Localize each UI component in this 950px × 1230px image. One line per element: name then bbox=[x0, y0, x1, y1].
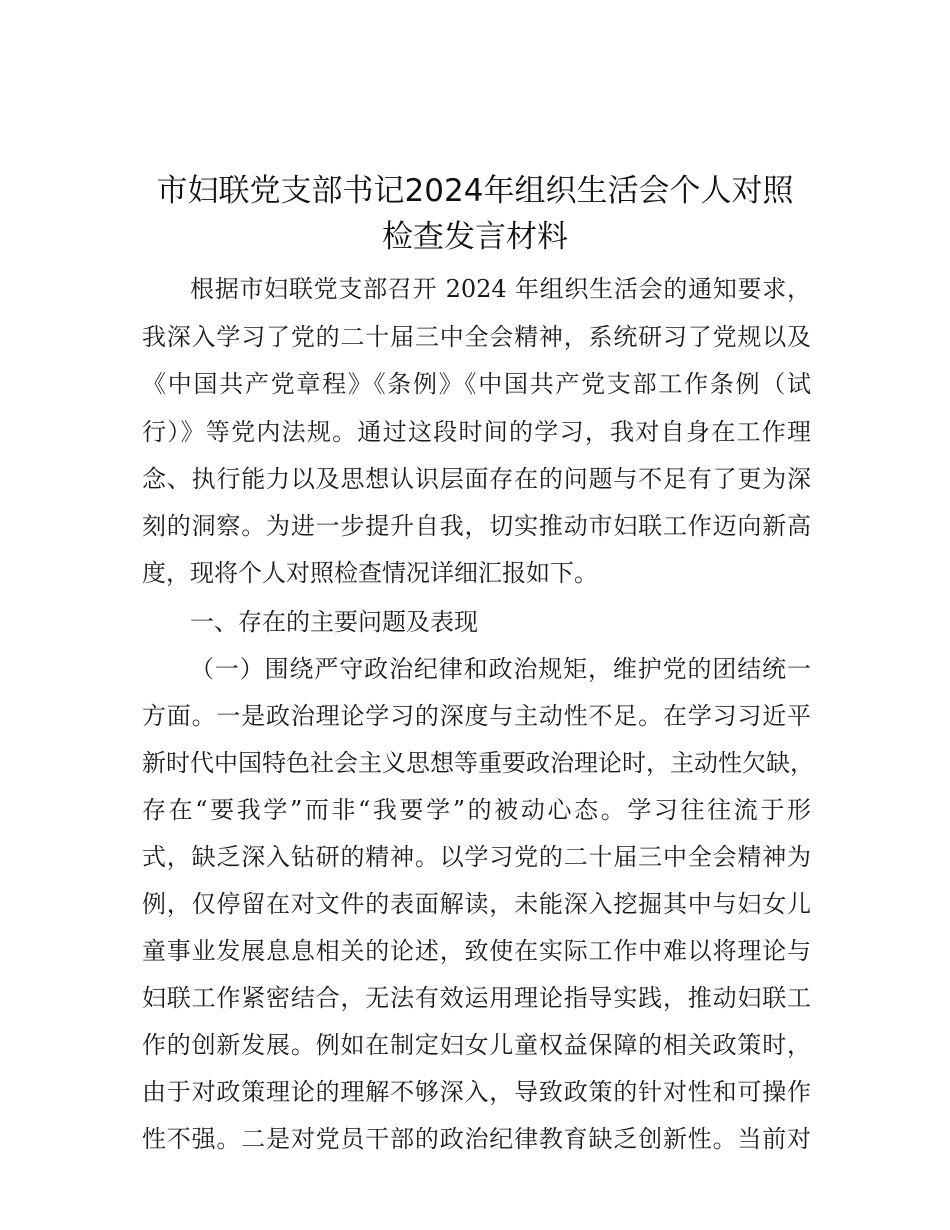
body-paragraph-line: 式，缺乏深入钻研的精神。以学习党的二十届三中全会精神为 bbox=[142, 843, 811, 871]
intro-paragraph-line: 我深入学习了党的二十届三中全会精神，系统研习了党规以及 bbox=[142, 323, 811, 351]
intro-paragraph-line: 《中国共产党章程》《条例》《中国共产党支部工作条例（试 bbox=[142, 370, 811, 398]
body-paragraph-line: 童事业发展息息相关的论述，致使在实际工作中难以将理论与 bbox=[142, 937, 811, 965]
document-title-line-1: 市妇联党支部书记2024年组织生活会个人对照 bbox=[156, 173, 794, 209]
intro-paragraph-line: 刻的洞察。为进一步提升自我，切实推动市妇联工作迈向新高 bbox=[142, 512, 811, 540]
intro-paragraph-line: 念、执行能力以及思想认识层面存在的问题与不足有了更为深 bbox=[142, 465, 811, 493]
intro-paragraph-line: 根据市妇联党支部召开 2024 年组织生活会的通知要求， bbox=[190, 275, 811, 303]
body-paragraph-line: 方面。一是政治理论学习的深度与主动性不足。在学习习近平 bbox=[142, 702, 811, 730]
document-title-line-2: 检查发言材料 bbox=[382, 219, 568, 255]
body-paragraph-line: 例，仅停留在对文件的表面解读，未能深入挖掘其中与妇女儿 bbox=[142, 890, 811, 918]
body-paragraph-line: 性不强。二是对党员干部的政治纪律教育缺乏创新性。当前对 bbox=[142, 1125, 811, 1153]
body-paragraph-line: 新时代中国特色社会主义思想等重要政治理论时，主动性欠缺， bbox=[142, 749, 814, 777]
body-paragraph-line: 由于对政策理论的理解不够深入，导致政策的针对性和可操作 bbox=[142, 1078, 811, 1106]
body-paragraph-line: （一）围绕严守政治纪律和政治规矩，维护党的团结统一 bbox=[190, 655, 811, 683]
body-paragraph-line: 存在“要我学”而非“我要学”的被动心态。学习往往流于形 bbox=[142, 796, 811, 824]
intro-paragraph-line: 行）》等党内法规。通过这段时间的学习，我对自身在工作理 bbox=[142, 418, 811, 446]
section-heading: 一、存在的主要问题及表现 bbox=[190, 608, 478, 636]
body-paragraph-line: 妇联工作紧密结合，无法有效运用理论指导实践，推动妇联工 bbox=[142, 984, 811, 1012]
intro-paragraph-line: 度，现将个人对照检查情况详细汇报如下。 bbox=[142, 559, 598, 587]
body-paragraph-line: 作的创新发展。例如在制定妇女儿童权益保障的相关政策时， bbox=[142, 1031, 811, 1059]
